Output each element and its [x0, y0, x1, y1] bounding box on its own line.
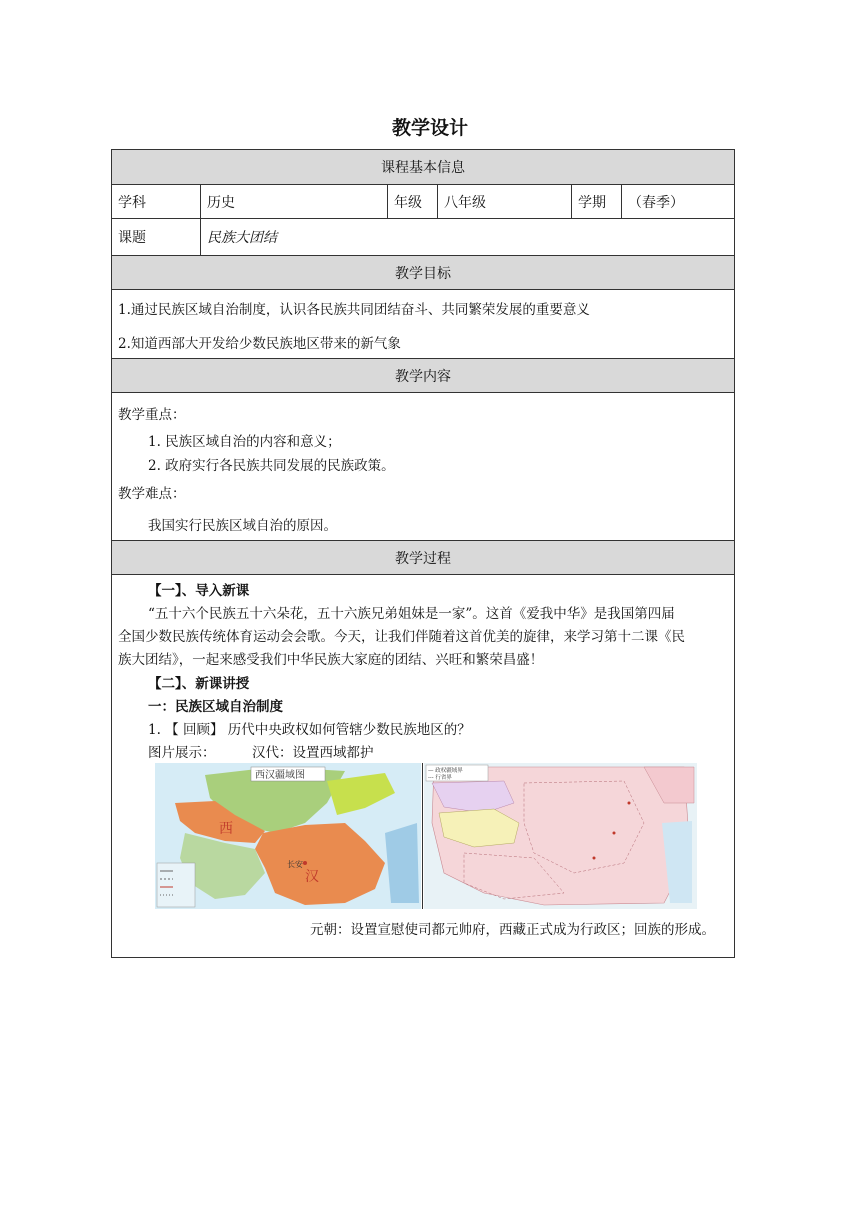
info-row: [112, 185, 734, 219]
grade-value: 八年级: [438, 185, 572, 218]
goals-body: [112, 290, 734, 359]
key-point-item: 1. 民族区域自治的内容和意义；: [148, 434, 341, 450]
han-dynasty-caption: 汉代：设置西域都护: [252, 745, 374, 761]
map-label-han: 汉: [305, 869, 319, 885]
image-label: 图片展示：: [148, 745, 216, 761]
section-content-label: 教学内容: [395, 368, 451, 385]
intro-paragraph-line: 全国少数民族传统体育运动会会歌。今天，让我们伴随着这首优美的旋律，来学习第十二课《民: [118, 629, 685, 645]
part1-heading: 【一】、导入新课: [148, 583, 250, 599]
map-label-changan: 长安: [287, 860, 303, 869]
topic-row: [112, 219, 734, 256]
map-divider: [422, 763, 423, 909]
map-legend-item: --- 行省界: [428, 775, 452, 781]
review-question: 1. 【 回顾】 历代中央政权如何管辖少数民族地区的？: [148, 722, 471, 738]
section-basic-info-header: [112, 150, 734, 185]
subject-value: 历史: [201, 185, 388, 218]
difficult-point: 我国实行民族区域自治的原因。: [148, 518, 337, 534]
sub1-heading: 一：民族区域自治制度: [148, 699, 283, 715]
topic-value: 民族大团结: [207, 230, 277, 246]
term-label: 学期: [572, 185, 622, 218]
yuan-dynasty-caption: 元朝：设置宣慰使司都元帅府，西藏正式成为行政区；回族的形成。: [310, 922, 715, 938]
content-body: [112, 393, 734, 541]
map-title: 西汉疆域图: [255, 770, 305, 781]
grade-label: 年级: [388, 185, 438, 218]
section-goals-label: 教学目标: [395, 265, 451, 282]
western-han-map: [155, 763, 421, 909]
key-points-label: 教学重点：: [118, 407, 186, 423]
section-process-header: [112, 541, 734, 575]
key-point-item: 2. 政府实行各民族共同发展的民族政策。: [148, 458, 395, 474]
intro-paragraph-line: “五十六个民族五十六朵花，五十六族兄弟姐妹是一家”。这首《爱我中华》是我国第四届: [148, 606, 675, 622]
section-process-label: 教学过程: [395, 550, 451, 567]
yuan-dynasty-map: [424, 763, 697, 909]
subject-label: 学科: [112, 185, 201, 218]
topic-label: 课题: [112, 219, 201, 255]
page-title: 教学设计: [391, 117, 468, 139]
part2-heading: 【二】、新课讲授: [148, 676, 250, 692]
map-label-xi: 西: [219, 821, 233, 837]
difficult-points-label: 教学难点：: [118, 486, 186, 502]
section-basic-info-label: 课程基本信息: [381, 160, 465, 176]
map-images: [155, 763, 697, 909]
term-value: （春季）: [628, 194, 684, 211]
goal-item: 1.通过民族区域自治制度，认识各民族共同团结奋斗、共同繁荣发展的重要意义: [118, 302, 590, 318]
goal-item: 2.知道西部大开发给少数民族地区带来的新气象: [118, 336, 401, 352]
map-legend-item: — 政权疆域界: [428, 768, 463, 774]
intro-paragraph-line: 族大团结》，一起来感受我们中华民族大家庭的团结、兴旺和繁荣昌盛！: [118, 652, 544, 668]
section-content-header: [112, 359, 734, 393]
section-goals-header: [112, 256, 734, 290]
lesson-plan-table: [111, 149, 735, 958]
